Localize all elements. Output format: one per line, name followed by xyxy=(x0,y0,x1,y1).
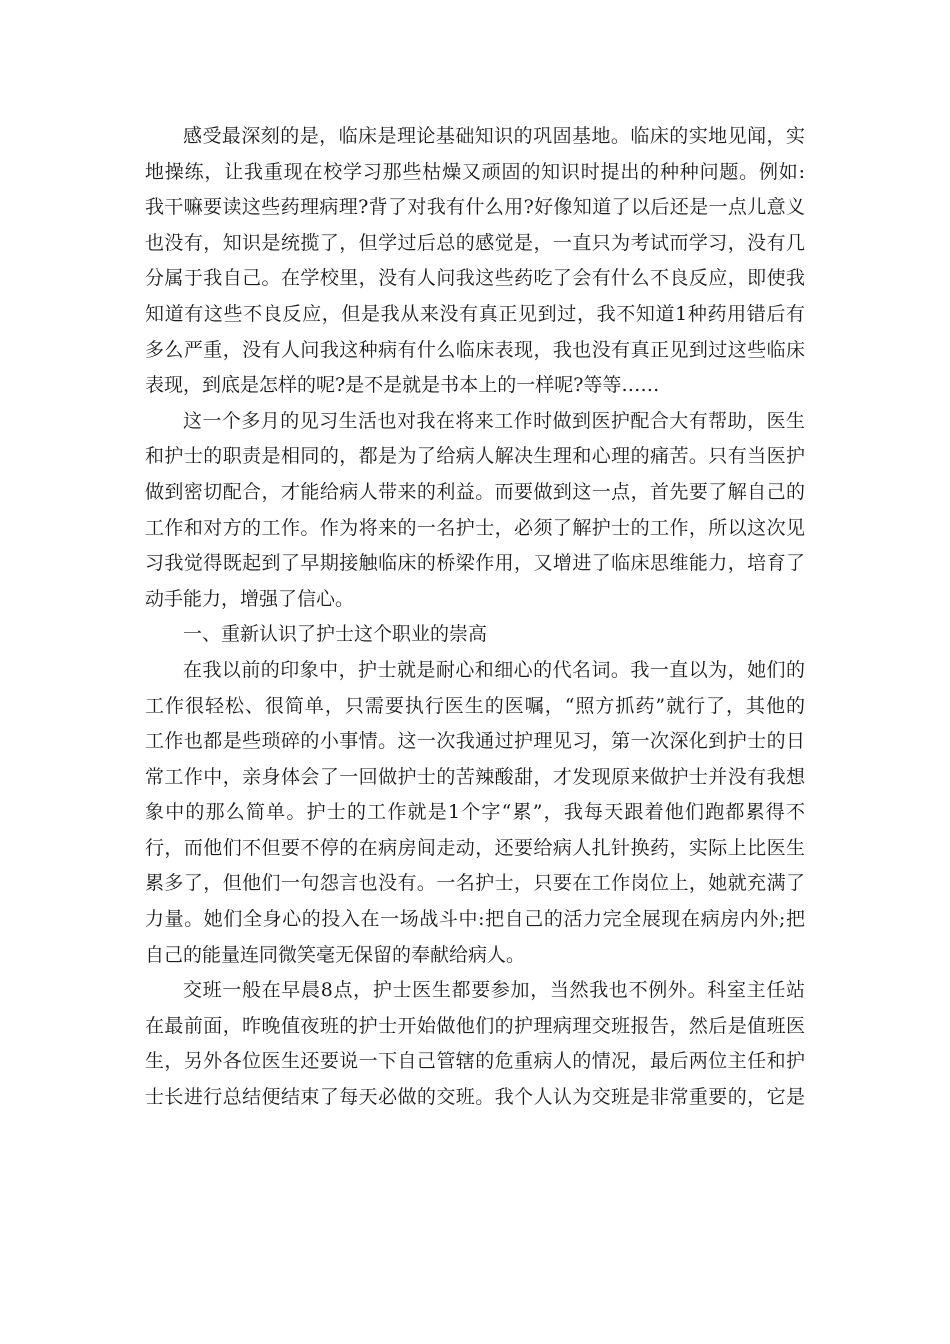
paragraph-line: 常工作中，亲身体会了一回做护士的苦辣酸甜，才发现原来做护士并没有我想 xyxy=(145,765,805,788)
paragraph-line: 动手能力，增强了信心。 xyxy=(145,587,355,610)
paragraph-line: 习我觉得既起到了早期接触临床的桥梁作用，又增进了临床思维能力，培育了 xyxy=(145,552,805,575)
paragraph-line: 力量。她们全身心的投入在一场战斗中:把自己的活力完全展现在病房内外;把 xyxy=(145,908,805,931)
paragraph-line: 交班一般在早晨8点，护士医生都要参加，当然我也不例外。科室主任站 xyxy=(183,979,805,1002)
document-body xyxy=(145,119,805,1116)
paragraph-line: 地操练，让我重现在校学习那些枯燥又顽固的知识时提出的种种问题。例如: xyxy=(145,160,805,183)
paragraph-line: 分属于我自己。在学校里，没有人问我这些药吃了会有什么不良反应，即使我 xyxy=(145,267,805,290)
paragraph-line: 工作也都是些琐碎的小事情。这一次我通过护理见习，第一次深化到护士的日 xyxy=(145,730,805,753)
paragraph-3 xyxy=(145,653,805,973)
heading-text: 一、重新认识了护士这个职业的崇高 xyxy=(183,623,488,646)
section-heading xyxy=(145,617,805,653)
paragraph-line: 多么严重，没有人问我这种病有什么临床表现，我也没有真正见到过这些临床 xyxy=(145,338,805,361)
paragraph-1 xyxy=(145,119,805,404)
paragraph-line: 也没有，知识是统揽了，但学过后总的感觉是，一直只为考试而学习，没有几 xyxy=(145,231,805,254)
paragraph-line: 士长进行总结便结束了每天必做的交班。我个人认为交班是非常重要的，它是 xyxy=(145,1086,805,1109)
paragraph-line: 知道有这些不良反应，但是我从来没有真正见到过，我不知道1种药用错后有 xyxy=(145,302,805,325)
paragraph-line: 我干嘛要读这些药理病理?背了对我有什么用?好像知道了以后还是一点儿意义 xyxy=(145,196,805,219)
paragraph-2 xyxy=(145,404,805,618)
paragraph-line: 在最前面，昨晚值夜班的护士开始做他们的护理病理交班报告，然后是值班医 xyxy=(145,1014,805,1037)
paragraph-line: 工作很轻松、很简单，只需要执行医生的医嘱，“照方抓药”就行了，其他的 xyxy=(145,694,805,717)
paragraph-line: 在我以前的印象中，护士就是耐心和细心的代名词。我一直以为，她们的 xyxy=(183,658,805,681)
paragraph-line: 感受最深刻的是，临床是理论基础知识的巩固基地。临床的实地见闻，实 xyxy=(183,125,805,147)
paragraph-line: 做到密切配合，才能给病人带来的利益。而要做到这一点，首先要了解自己的 xyxy=(145,480,805,503)
paragraph-line: 工作和对方的工作。作为将来的一名护士，必须了解护士的工作，所以这次见 xyxy=(145,516,805,539)
paragraph-line: 生，另外各位医生还要说一下自己管辖的危重病人的情况，最后两位主任和护 xyxy=(145,1050,805,1073)
paragraph-line: 自己的能量连同微笑毫无保留的奉献给病人。 xyxy=(145,943,526,966)
paragraph-line: 行，而他们不但要不停的在病房间走动，还要给病人扎针换药，实际上比医生 xyxy=(145,836,805,859)
paragraph-line: 和护士的职责是相同的，都是为了给病人解决生理和心理的痛苦。只有当医护 xyxy=(145,445,805,468)
paragraph-4 xyxy=(145,973,805,1115)
paragraph-line: 象中的那么简单。护士的工作就是1个字“累”，我每天跟着他们跑都累得不 xyxy=(145,801,805,824)
paragraph-line: 累多了，但他们一句怨言也没有。一名护士，只要在工作岗位上，她就充满了 xyxy=(145,872,805,895)
paragraph-line: 表现，到底是怎样的呢?是不是就是书本上的一样呢?等等…… xyxy=(145,374,660,397)
paragraph-line: 这一个多月的见习生活也对我在将来工作时做到医护配合大有帮助，医生 xyxy=(183,409,805,432)
